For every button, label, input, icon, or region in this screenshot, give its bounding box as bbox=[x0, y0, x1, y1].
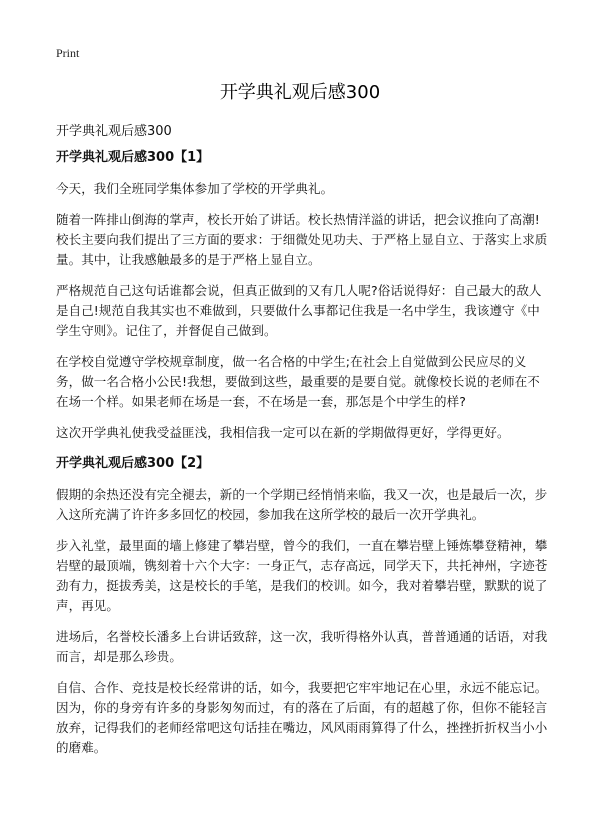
article-body bbox=[56, 148, 548, 769]
paragraph: 步入礼堂，最里面的墙上修建了攀岩壁，曾今的我们，一直在攀岩壁上锤炼攀登精神，攀岩壁的最顶端，镌刻着十六个大字：一身正气，志存高远，同学天下，共托神州，字迹苍劲有力，挺拔秀美，这是校长的手笔，是我们的校训。如今，我对着攀岩壁，默默的说了声，再见。 bbox=[56, 538, 548, 613]
section-heading-1: 开学典礼观后感300【1】 bbox=[56, 150, 210, 165]
paragraph: 今天，我们全班同学集体参加了学校的开学典礼。 bbox=[56, 181, 334, 196]
print-label[interactable]: Print bbox=[56, 46, 80, 60]
section-heading-2: 开学典礼观后感300【2】 bbox=[56, 456, 210, 471]
page-title: 开学典礼观后感300 bbox=[219, 82, 381, 103]
paragraph: 随着一阵排山倒海的掌声，校长开始了讲话。校长热情洋溢的讲话，把会议推向了高潮!校长主要向我们提出了三方面的要求：于细微处见功夫、于严格上显自立、于落实上求质量。其中，让我感触最多的是于严格上显自立。 bbox=[56, 212, 548, 267]
paragraph: 假期的余热还没有完全褪去，新的一个学期已经悄悄来临，我又一次，也是最后一次，步入这所充满了许许多多回忆的校园，参加我在这所学校的最后一次开学典礼。 bbox=[56, 487, 548, 522]
paragraph: 这次开学典礼使我受益匪浅，我相信我一定可以在新的学期做得更好，学得更好。 bbox=[56, 425, 510, 440]
page-subtitle: 开学典礼观后感300 bbox=[56, 124, 172, 139]
paragraph: 在学校自觉遵守学校规章制度，做一名合格的中学生;在社会上自觉做到公民应尽的义务，做一名合格小公民!我想，要做到这些，最重要的是要自觉。就像校长说的老师在不在场一个样。如果老师在场是一套，不在场是一套，那怎是个中学生的样? bbox=[56, 354, 540, 409]
paragraph: 严格规范自己这句话谁都会说，但真正做到的又有几人呢?俗话说得好：自己最大的敌人是自己!规范自我其实也不难做到，只要做什么事都记住我是一名中学生，我该遵守《中学生守则》。记住了，并督促自己做到。 bbox=[56, 283, 542, 338]
paragraph: 进场后，名誉校长潘多上台讲话致辞，这一次，我听得格外认真，普普通通的话语，对我而言，却是那么珍贵。 bbox=[56, 629, 548, 664]
paragraph: 自信、合作、竞技是校长经常讲的话，如今，我要把它牢牢地记在心里，永远不能忘记。因为，你的身旁有许多的身影匆匆而过，有的落在了后面，有的超越了你，但你不能轻言放弃，记得我们的老师经常吧这句话挂在嘴边，风风雨雨算得了什么，挫挫折折权当小小的磨难。 bbox=[56, 680, 548, 755]
